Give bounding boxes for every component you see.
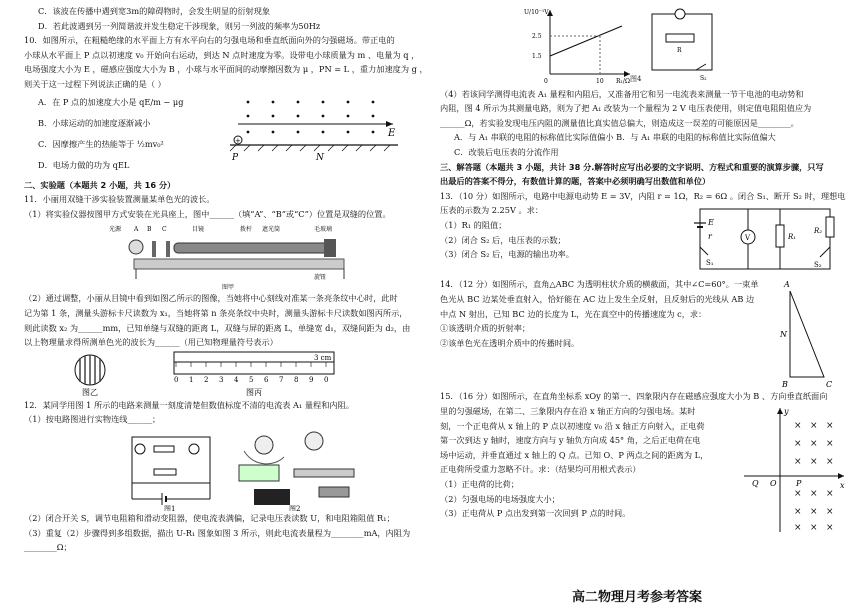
- svg-text:4: 4: [234, 375, 239, 384]
- svg-text:光源: 光源: [109, 226, 122, 234]
- q10-stem-2: 小球从水平面上 P 点以初速度 v₀ 开始向右运动，到达 N 点时速度为零。设带电小球质量为 m 、电量为 q ，: [24, 49, 420, 60]
- svg-text:C: C: [162, 226, 167, 234]
- svg-text:×: ×: [794, 488, 802, 499]
- svg-text:B: B: [782, 380, 788, 388]
- section-2-heading: 二、实验题（本题共 2 小题，共 16 分）: [24, 179, 176, 190]
- q13-part3: （3）闭合 S₂ 后，电源的输出功率。: [440, 249, 574, 260]
- q15-stem-4: 第一次到达 y 轴时，速度方向与 y 轴负方向成 45° 角，之后正电荷在电: [440, 435, 701, 446]
- q15-part3: （3）正电荷从 P 点出发到第一次回到 P 点的时间。: [440, 508, 631, 519]
- q11-stem: 11．小丽用双缝干涉实验装置测量某单色光的波长。: [24, 194, 215, 205]
- svg-text:R₁: R₁: [788, 233, 797, 242]
- svg-text:7: 7: [279, 375, 284, 384]
- q14-figure-triangle: [780, 277, 846, 387]
- q12-part4-options-1: A．与 A₁ 串联的电阻的标称值比实际值偏小 B．与 A₁ 串联的电阻的标称值比实际值偏大: [454, 132, 776, 143]
- svg-text:×: ×: [826, 506, 834, 517]
- answer-key-title: 高二物理月考参考答案: [572, 590, 703, 605]
- svg-text:×: ×: [826, 522, 834, 533]
- q15-part2: （2）匀强电场的电场强度大小；: [440, 493, 560, 504]
- svg-text:旋钮: 旋钮: [314, 274, 327, 282]
- svg-text:E: E: [708, 218, 714, 228]
- q14-stem-3: 中点 N 射出，已知 BC 边的长度为 L，光在真空中的传播速度为 c，求：: [440, 308, 707, 319]
- q11-figure-vernier: [24, 350, 434, 398]
- svg-text:×: ×: [794, 506, 802, 517]
- svg-text:R₁/Ω: R₁/Ω: [616, 78, 630, 84]
- svg-text:r: r: [708, 232, 712, 242]
- q13-stem-1: 13．（10 分）如图所示，电路中电源电动势 E = 3V，内阻 r = 1Ω，R₂ = 6Ω 。闭合 S₁、断开 S₂ 时，理想电: [440, 190, 846, 201]
- svg-text:A: A: [134, 226, 139, 234]
- q12-part3: （3）重复（2）步骤得到多组数据，描出 U-R₁ 图象如图 3 所示，则此电流表量程为________mA，内阻为: [24, 527, 411, 538]
- svg-text:×: ×: [794, 522, 802, 533]
- svg-text:A: A: [784, 280, 790, 290]
- svg-text:S₁: S₁: [706, 259, 714, 268]
- svg-text:拨杆: 拨杆: [240, 226, 253, 234]
- q13-part2: （2）闭合 S₂ 后，电压表的示数；: [440, 234, 566, 245]
- q15-stem-6: 正电荷所受重力忽略不计。求：（结果均可用根式表示）: [440, 464, 641, 475]
- q10-stem-1: 10．如图所示，在粗糙绝缘的水平面上方有水平向右的匀强电场和垂直纸面向外的匀强磁场。带正电的: [24, 35, 395, 46]
- q12-part4-options-2: C．改装后电压表的分流作用: [454, 146, 559, 157]
- svg-text:图甲: 图甲: [222, 284, 235, 292]
- svg-text:B: B: [147, 226, 152, 234]
- q12-part4-b: 内阻，图 4 所示为其测量电路，则为了把 A₁ 改装为一个量程为 2 V 电压表使用，则定值电阻阻值应为: [440, 103, 812, 114]
- q11-part2-b: 记为第 1 条，测量头游标卡尺读数为 x₁，当她将第 n 条亮条纹中央时，测量头游标卡尺读数如图丙所示，: [24, 307, 408, 318]
- q11-part2-d: 以上物理量求得所测单色光的波长为______（用已知物理量符号表示）: [24, 337, 278, 348]
- q12-part1: （1）按电路图进行实物连线______；: [24, 414, 161, 425]
- svg-text:2.5: 2.5: [532, 33, 542, 40]
- svg-text:图乙: 图乙: [82, 387, 98, 397]
- q10-option-b: B．小球运动的加速度逐渐减小: [38, 117, 151, 128]
- q10-option-d: D．电场力做的功为 qEL: [38, 159, 130, 170]
- q15-stem-5: 场中运动，并垂直通过 x 轴上的 Q 点。已知 O、P 两点之间的距离为 L，: [440, 449, 709, 460]
- q14-part2: ②该单色光在透明介质中的传播时间。: [440, 337, 580, 348]
- q12-stem: 12．某同学用图 1 所示的电路来测量一刻度清楚但数值标度不清的电流表 A₁ 量程和内阻。: [24, 399, 354, 410]
- svg-text:0: 0: [544, 78, 548, 84]
- field-e-label: E: [388, 127, 396, 139]
- q11-part2-c: 则此读数 x₂ 为______mm，已知单缝与双缝的距离 L，双缝与屏的距离 L，单缝宽 d₁，双缝间距为 d₂，由: [24, 322, 411, 333]
- svg-text:y: y: [784, 406, 789, 416]
- svg-text:×: ×: [810, 420, 818, 431]
- svg-text:×: ×: [826, 420, 834, 431]
- svg-text:×: ×: [794, 420, 802, 431]
- svg-text:毛玻璃: 毛玻璃: [314, 226, 333, 234]
- q10-stem-4: 则关于这一过程下列说法正确的是（ ）: [24, 78, 166, 89]
- svg-text:V: V: [745, 234, 751, 243]
- q14-part1: ①该透明介质的折射率；: [440, 323, 531, 334]
- svg-text:0: 0: [324, 375, 329, 384]
- svg-text:Q: Q: [752, 478, 759, 488]
- svg-text:×: ×: [810, 522, 818, 533]
- q14-stem-1: 14．（12 分）如图所示，直角△ABC 为透明柱状介质的横截面，其中∠C=60°。一束单: [440, 279, 759, 290]
- q11-part2-a: （2）通过调整，小丽从目镜中看到如图乙所示的图像，当她将中心刻线对准某一条亮条纹中心时，此时: [24, 293, 398, 304]
- q12-part4-c: ______Ω，若实验发现电压内阻的测量值比真实值总偏大，则造成这一误差的可能原因是________。: [440, 117, 799, 128]
- svg-text:×: ×: [794, 438, 802, 449]
- q13-text: [440, 203, 690, 277]
- svg-text:9: 9: [309, 375, 314, 384]
- q13-figure: [690, 203, 840, 275]
- q11-figure-apparatus: [24, 221, 434, 291]
- svg-text:x: x: [840, 480, 845, 490]
- left-column: [24, 4, 434, 555]
- q15-part1: （1）正电荷的比荷；: [440, 478, 519, 489]
- svg-text:1.5: 1.5: [532, 53, 542, 60]
- q14-stem-2: 色光从 BC 边某处垂直射入，恰好能在 AC 边上发生全反射，且反射后的光线从 AB 边: [440, 293, 755, 304]
- fig4-caption: 图4: [630, 75, 642, 83]
- svg-text:3 cm: 3 cm: [314, 353, 332, 362]
- svg-text:R: R: [677, 47, 682, 54]
- q10-option-c: C．因摩擦产生的热能等于 ½mv₀²: [38, 138, 164, 149]
- svg-text:×: ×: [826, 456, 834, 467]
- q9-option-d: D．若此波遇到另一列简谐波并发生稳定干涉现象，则另一列波的频率为50Hz: [38, 20, 321, 31]
- q15-stem-2: 里的匀强磁场，在第二、三象限内存在沿 x 轴正方向的匀强电场。某时: [440, 405, 696, 416]
- svg-text:3: 3: [219, 375, 224, 384]
- q12-part3-b: ________Ω；: [24, 542, 72, 553]
- svg-text:×: ×: [810, 506, 818, 517]
- svg-text:+: +: [235, 136, 241, 145]
- q15-stem-1: 15．（16 分）如图所示，在直角坐标系 xOy 的第一、四象限内存在磁感应强度大小为 B 、方向垂直纸面向: [440, 391, 828, 402]
- svg-text:8: 8: [294, 375, 299, 384]
- svg-text:5: 5: [249, 375, 254, 384]
- q12-figure-circuit: [24, 427, 434, 511]
- q10-options: [24, 92, 214, 178]
- q15-text: [440, 404, 740, 524]
- svg-text:0: 0: [174, 375, 179, 384]
- svg-text:S₂: S₂: [700, 75, 707, 82]
- q12-part2: （2）闭合开关 S，调节电阻箱和滑动变阻器，使电流表满偏，记录电压表读数 U，和电阻箱阻值 R₁；: [24, 512, 395, 523]
- svg-text:R₂: R₂: [814, 227, 823, 236]
- q10-stem-3: 电场强度大小为 E ，磁感应强度大小为 B ，小球与水平面间的动摩擦因数为 μ ，PN = L ，重力加速度为 g ，: [24, 64, 428, 75]
- q12-figure-3: [520, 4, 720, 84]
- section-3-heading-b: 出最后的答案不得分，有数值计算的题，答案中必须明确写出数值和单位）: [440, 176, 711, 187]
- svg-text:6: 6: [264, 375, 269, 384]
- q15-figure-axes: [740, 404, 848, 534]
- svg-text:U/10⁻¹V: U/10⁻¹V: [524, 9, 549, 16]
- svg-text:×: ×: [810, 438, 818, 449]
- svg-text:2: 2: [204, 375, 209, 384]
- right-column: [440, 4, 848, 533]
- q15-stem-3: 刻，一个正电荷从 x 轴上的 P 点以初速度 v₀ 沿 x 轴正方向射入，正电荷: [440, 420, 705, 431]
- q10-figure: [228, 92, 408, 172]
- svg-text:×: ×: [826, 438, 834, 449]
- q9-option-c: C．该波在传播中遇到宽3m的障碍物时，会发生明显的衍射现象: [38, 6, 271, 16]
- svg-text:O: O: [770, 478, 777, 488]
- svg-text:图1: 图1: [164, 504, 176, 511]
- svg-text:图2: 图2: [289, 504, 301, 511]
- point-p-label: P: [232, 152, 239, 163]
- section-3-heading: 三、解答题（本题共 3 小题，共计 38 分.解答时应写出必要的文字说明、方程式和重要的演算步骤，只写: [440, 161, 824, 172]
- point-n-label: N: [316, 152, 324, 163]
- svg-text:图丙: 图丙: [246, 387, 262, 397]
- svg-text:遮光筒: 遮光筒: [262, 226, 281, 234]
- q14-text: [440, 277, 780, 389]
- q12-part4-a: （4）若该同学测得电流表 A₁ 量程和内阻后，又准备用它和另一电流表来测量一节干电池的电动势和: [440, 88, 804, 99]
- svg-text:1: 1: [189, 375, 194, 384]
- svg-text:×: ×: [810, 488, 818, 499]
- q10-option-a: A．在 P 点的加速度大小是 qE/m − μg: [38, 96, 184, 107]
- svg-text:×: ×: [826, 488, 834, 499]
- svg-text:N: N: [780, 330, 787, 340]
- svg-text:10: 10: [596, 78, 604, 84]
- svg-text:C: C: [826, 380, 833, 388]
- q13-part1: （1）R₁ 的阻值；: [440, 219, 507, 230]
- svg-text:S₂: S₂: [814, 261, 822, 270]
- svg-text:P: P: [796, 478, 802, 488]
- svg-text:×: ×: [810, 456, 818, 467]
- svg-text:目镜: 目镜: [192, 226, 205, 234]
- q11-part1: （1）将实验仪器按图甲方式安装在光具座上，图中______（填“A”、“B”或“C”）位置是双缝的位置。: [24, 208, 391, 219]
- svg-text:×: ×: [794, 456, 802, 467]
- q13-stem-2: 压表的示数为 2.25V 。求：: [440, 205, 544, 216]
